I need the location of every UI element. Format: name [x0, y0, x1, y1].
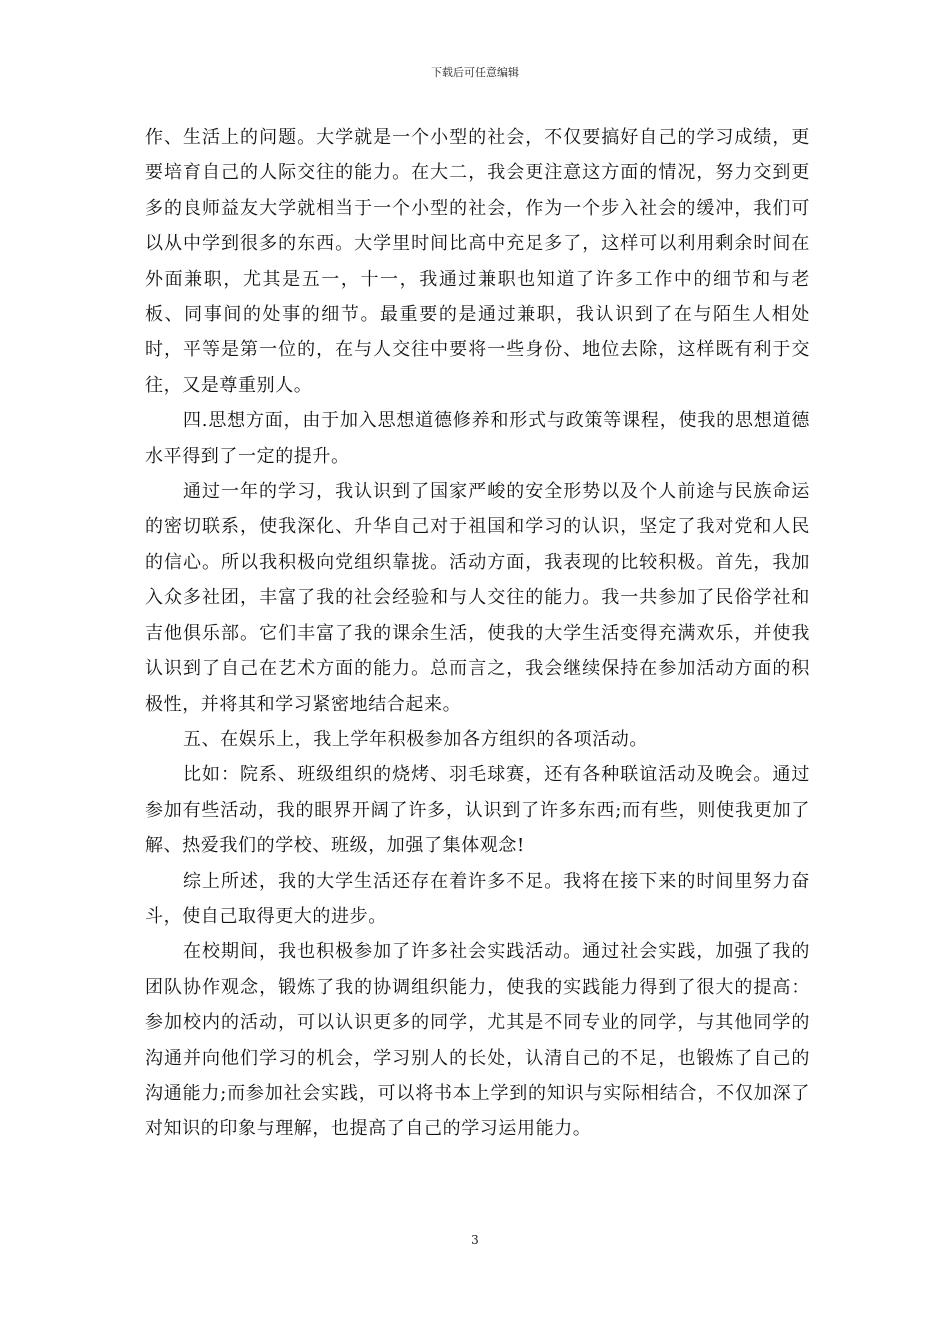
- page-number: 3: [471, 1233, 479, 1247]
- paragraph-section-five-heading: 五、在娱乐上，我上学年积极参加各方组织的各项活动。: [183, 728, 648, 750]
- paragraph-study-and-activities: 通过一年的学习，我认识到了国家严峻的安全形势以及个人前途与民族命运的密切联系，使我深化、升华自己对于祖国和学习的认识，坚定了我对党和人民的信心。所以我积极向党组织靠拢。活动方面，我表现的比较积极。首先，我加入众多社团，丰富了我的社会经验和与人交往的能力。我一共参加了民俗学社和吉他俱乐部。它们丰富了我的课余生活，使我的大学生活变得充满欢乐，并使我认识到了自己在艺术方面的能力。总而言之，我会继续保持在参加活动方面的积极性，并将其和学习紧密地结合起来。: [145, 481, 810, 715]
- paragraph-continuation: 作、生活上的问题。大学就是一个小型的社会，不仅要搞好自己的学习成绩，更要培育自己的人际交往的能力。在大二，我会更注意这方面的情况，努力交到更多的良师益友大学就相当于一个小型的社会，作为一个步入社会的缓冲，我们可以从中学到很多的东西。大学里时间比高中充足多了，这样可以利用剩余时间在外面兼职，尤其是五一，十一，我通过兼职也知道了许多工作中的细节和与老板、同事间的处事的细节。最重要的是通过兼职，我认识到了在与陌生人相处时，平等是第一位的，在与人交往中要将一些身份、地位去除，这样既有利于交往，又是尊重别人。: [145, 127, 810, 396]
- page-header: 下载后可任意编辑: [431, 66, 519, 79]
- paragraph-summary: 综上所述，我的大学生活还存在着许多不足。我将在接下来的时间里努力奋斗，使自己取得更大的进步。: [145, 870, 810, 927]
- paragraph-examples: 比如：院系、班级组织的烧烤、羽毛球赛，还有各种联谊活动及晚会。通过参加有些活动，我的眼界开阔了许多，认识到了许多东西;而有些，则使我更加了解、热爱我们的学校、班级，加强了集体观念!: [145, 764, 810, 857]
- paragraph-section-four-heading: 四.思想方面，由于加入思想道德修养和形式与政策等课程，使我的思想道德水平得到了一定的提升。: [145, 410, 810, 467]
- paragraph-social-practice: 在校期间，我也积极参加了许多社会实践活动。通过社会实践，加强了我的团队协作观念，锻炼了我的协调组织能力，使我的实践能力得到了很大的提高：参加校内的活动，可以认识更多的同学，尤其是不同专业的同学，与其他同学的沟通并向他们学习的机会，学习别人的长处，认清自己的不足，也锻炼了自己的沟通能力;而参加社会实践，可以将书本上学到的知识与实际相结合，不仅加深了对知识的印象与理解，也提高了自己的学习运用能力。: [145, 941, 810, 1140]
- document-body: [145, 120, 810, 1147]
